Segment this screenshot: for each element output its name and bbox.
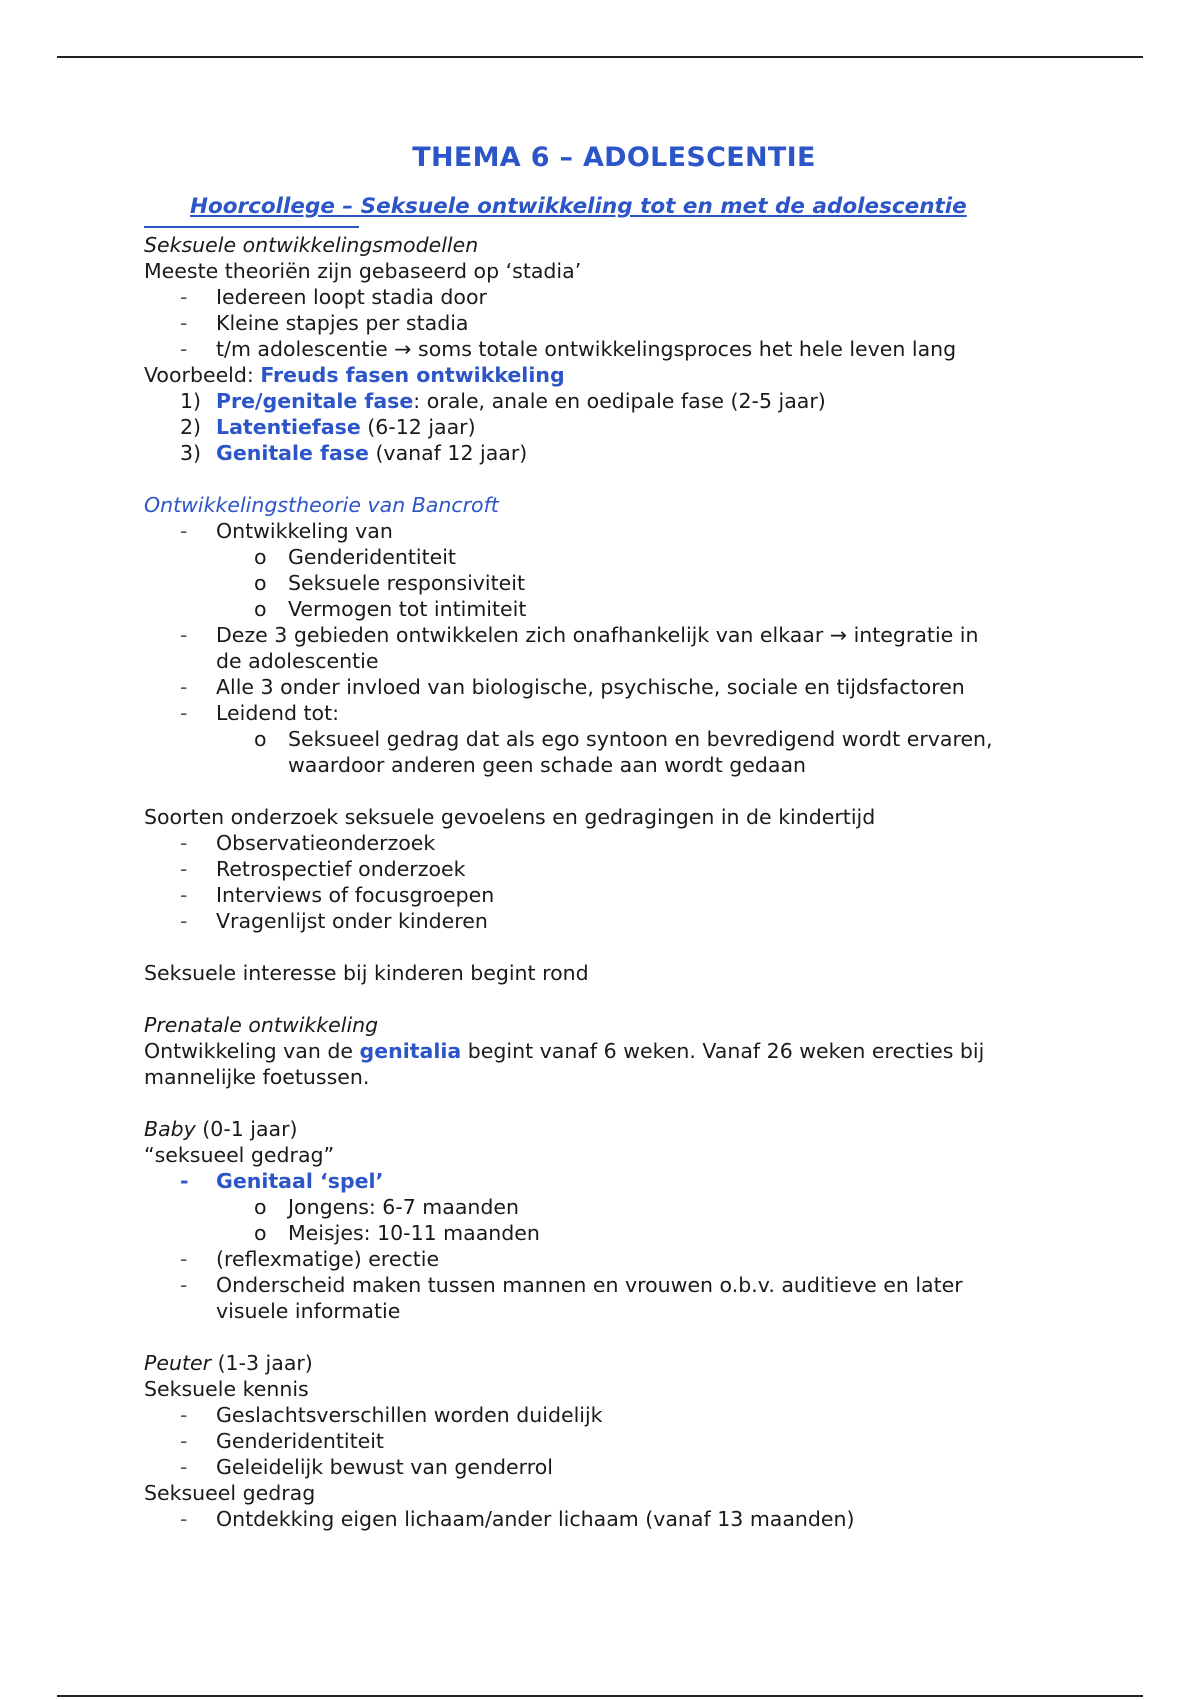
sub-list-item: o Genderidentiteit xyxy=(144,544,1084,570)
lecture-subtitle: Hoorcollege – Seksuele ontwikkeling tot en met de adolescentie xyxy=(190,194,967,219)
footer-rule xyxy=(57,1695,1143,1697)
section-heading-research: Soorten onderzoek seksuele gevoelens en gedragingen in de kindertijd xyxy=(144,805,876,829)
sub-list-item: o Vermogen tot intimiteit xyxy=(144,596,1084,622)
sub-list-item: o Jongens: 6-7 maanden xyxy=(144,1194,1084,1220)
list-item: - Onderscheid maken tussen mannen en vrouwen o.b.v. auditieve en later visuele informatie xyxy=(144,1272,1084,1324)
models-list xyxy=(144,284,1084,362)
toddler-behaviour-list xyxy=(144,1506,1084,1532)
arrow-icon: → xyxy=(829,623,848,647)
interest-line: Seksuele interesse bij kinderen begint rond xyxy=(144,961,589,985)
list-item: - Vragenlijst onder kinderen xyxy=(144,908,1084,934)
subtitle-underline xyxy=(144,226,359,228)
baby-subheading: “seksueel gedrag” xyxy=(144,1143,335,1167)
research-list xyxy=(144,830,1084,934)
baby-list xyxy=(144,1168,1084,1324)
list-item: - Alle 3 onder invloed van biologische, psychische, sociale en tijdsfactoren xyxy=(144,674,1084,700)
list-item: - Geslachtsverschillen worden duidelijk xyxy=(144,1402,1084,1428)
freud-phases-list xyxy=(144,388,1084,466)
list-item: 1) Pre/genitale fase: orale, anale en oedipale fase (2-5 jaar) xyxy=(180,389,826,413)
models-intro: Meeste theoriën zijn gebaseerd op ‘stadia’ xyxy=(144,259,582,283)
list-item: - Genderidentiteit xyxy=(144,1428,1084,1454)
list-item: - Kleine stapjes per stadia xyxy=(144,310,1084,336)
list-item: - Leidend tot: o Seksueel gedrag dat als ego syntoon en bevredigend wordt ervaren, waardoor anderen geen schade aan wordt gedaan xyxy=(144,700,1084,778)
sub-list-item: o Seksuele responsiviteit xyxy=(144,570,1084,596)
list-item: - Ontwikkeling van o Genderidentiteit o Seksuele responsiviteit o Vermogen tot intimiteit xyxy=(144,518,1084,622)
section-heading-toddler: Peuter (1-3 jaar) xyxy=(144,1351,313,1375)
list-item: 2) Latentiefase (6-12 jaar) xyxy=(180,415,476,439)
list-item: - Retrospectief onderzoek xyxy=(144,856,1084,882)
document-body xyxy=(144,140,1084,1532)
list-item: - Geleidelijk bewust van genderrol xyxy=(144,1454,1084,1480)
section-heading-baby: Baby (0-1 jaar) xyxy=(144,1117,298,1141)
list-item: 3) Genitale fase (vanaf 12 jaar) xyxy=(180,441,528,465)
sub-list-item: o Meisjes: 10-11 maanden xyxy=(144,1220,1084,1246)
page-title: THEMA 6 – ADOLESCENTIE xyxy=(412,142,816,173)
arrow-icon: → xyxy=(394,337,412,361)
list-item: - Deze 3 gebieden ontwikkelen zich onafhankelijk van elkaar → integratie in de adolescentie xyxy=(144,622,1084,674)
prenatal-text: Ontwikkeling van de genitalia begint vanaf 6 weken. Vanaf 26 weken erecties bij mannelijke foetussen. xyxy=(144,1039,985,1089)
toddler-knowledge-heading: Seksuele kennis xyxy=(144,1377,309,1401)
toddler-behaviour-heading: Seksueel gedrag xyxy=(144,1481,316,1505)
bancroft-list xyxy=(144,518,1084,778)
example-line: Voorbeeld: Freuds fasen ontwikkeling xyxy=(144,363,565,387)
list-item: - Genitaal ‘spel’ o Jongens: 6-7 maanden o Meisjes: 10-11 maanden xyxy=(144,1168,1084,1246)
section-heading-bancroft: Ontwikkelingstheorie van Bancroft xyxy=(144,493,499,517)
list-item: - (reflexmatige) erectie xyxy=(144,1246,1084,1272)
sub-list-item: o Seksueel gedrag dat als ego syntoon en bevredigend wordt ervaren, waardoor anderen geen schade aan wordt gedaan xyxy=(144,726,1084,778)
list-item: - Observatieonderzoek xyxy=(144,830,1084,856)
toddler-knowledge-list xyxy=(144,1402,1084,1480)
list-item: - Iedereen loopt stadia door xyxy=(144,284,1084,310)
list-item: - Interviews of focusgroepen xyxy=(144,882,1084,908)
header-rule xyxy=(57,56,1143,58)
section-heading-models: Seksuele ontwikkelingsmodellen xyxy=(144,233,479,257)
section-heading-prenatal: Prenatale ontwikkeling xyxy=(144,1013,379,1037)
list-item: - Ontdekking eigen lichaam/ander lichaam (vanaf 13 maanden) xyxy=(144,1506,1084,1532)
list-item: - t/m adolescentie → soms totale ontwikkelingsproces het hele leven lang xyxy=(144,336,1084,362)
